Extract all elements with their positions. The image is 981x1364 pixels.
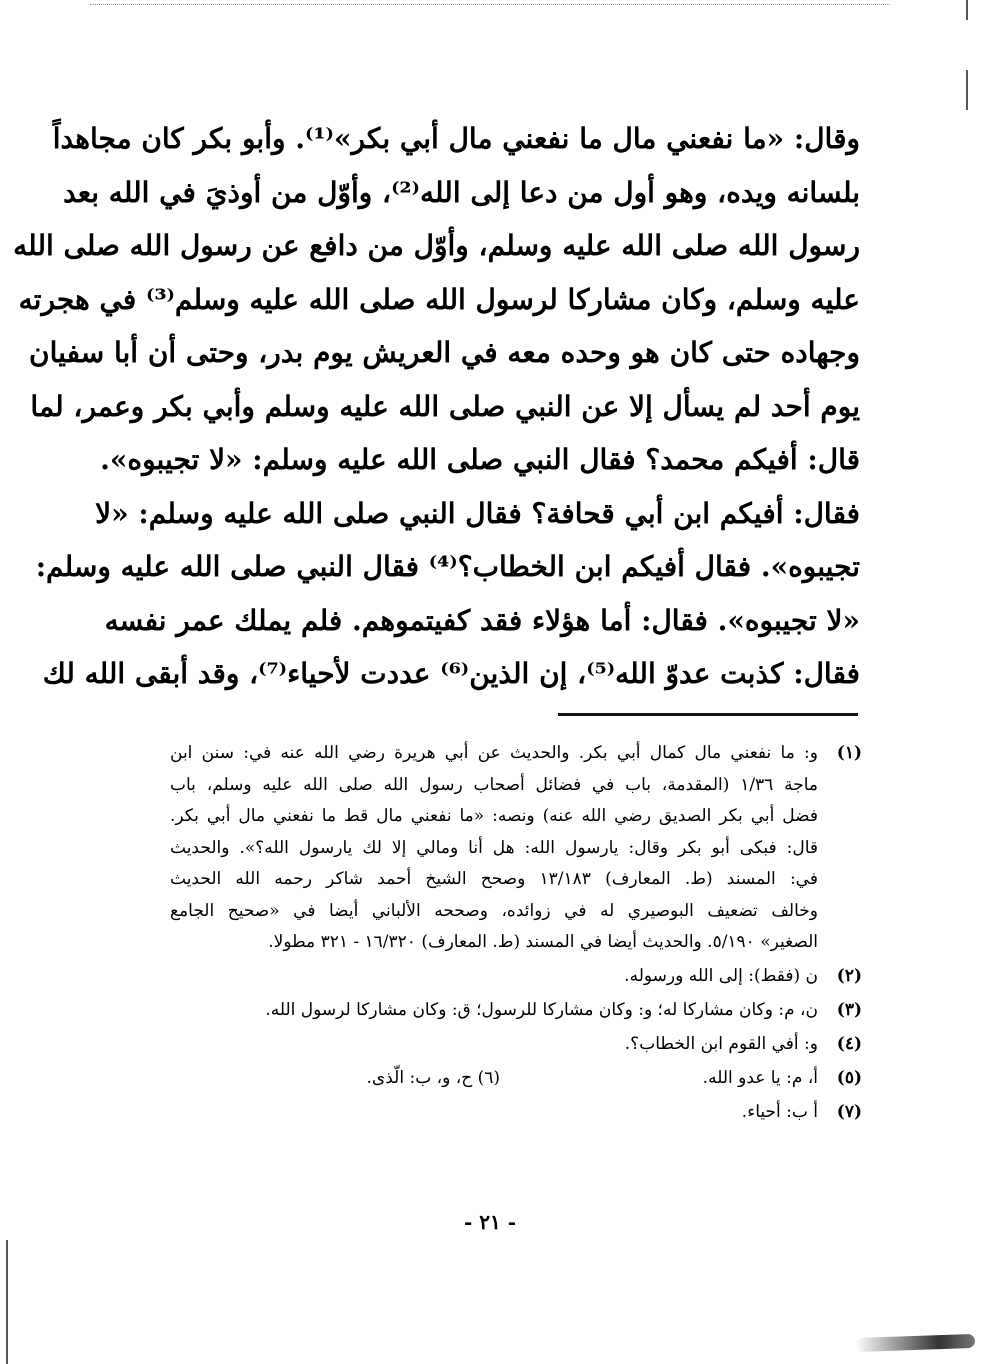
footnote-text: أ ب: أحياء. — [741, 1101, 818, 1122]
text-line: قال: أفيكم محمد؟ فقال النبي صلى الله عليه وسلم: «لا تجيبوه». — [100, 443, 860, 476]
footnote-number: (١) — [836, 743, 862, 763]
footnote-line: ماجة ١/٣٦ (المقدمة، باب في فضائل أصحاب رسول الله صلى الله عليه وسلم، باب — [170, 774, 819, 795]
footnote-text: و: أفي القوم ابن الخطاب؟. — [624, 1033, 818, 1054]
footnote-line: وخالف تضعيف البوصيري له في زوائده، وصححه الألباني أيضا في «صحيح الجامع — [170, 900, 818, 921]
footnote-separator — [558, 713, 858, 716]
text-line: تجيبوه». فقال أفيكم ابن الخطاب؟⁽⁴⁾ فقال النبي صلى الله عليه وسلم: — [35, 550, 860, 583]
footnote-2 — [170, 959, 862, 993]
footnote-line: في: المسند (ط. المعارف) ١٣/١٨٣ وصحح الشيخ أحمد شاكر رحمه الله الحديث — [170, 869, 818, 889]
footnote-number: (٢) — [836, 965, 862, 986]
scan-top-border — [90, 4, 890, 5]
text-line: «لا تجيبوه». فقال: أما هؤلاء فقد كفيتموهم. فلم يملك عمر نفسه — [104, 603, 860, 637]
text-line: فقال: أفيكم ابن أبي قحافة؟ فقال النبي صلى الله عليه وسلم: «لا — [95, 496, 860, 530]
footnote-line: و: ما نفعني مال كمال أبي بكر. والحديث عن أبي هريرة رضي الله عنه في: سنن ابن — [170, 743, 818, 763]
footnote-6 — [367, 1061, 500, 1095]
footnote-number: (٣) — [836, 999, 862, 1020]
text-line: وجهاده حتى كان هو وحده معه في العريش يوم بدر، وحتى أن أبا سفيان — [29, 336, 860, 369]
footnote-3 — [170, 993, 862, 1027]
scan-smudge — [855, 1334, 975, 1352]
footnote-4 — [170, 1027, 862, 1061]
page-number: - ٢١ - — [463, 1210, 516, 1234]
main-text-block — [13, 112, 860, 701]
footnote-number: (٦) — [477, 1067, 500, 1088]
footnote-5-6 — [170, 1061, 862, 1095]
footnote-line: الصغير» ٥/١٩٠. والحديث أيضا في المسند (ط. المعارف) ١٦/٣٢٠ - ٣٢١ مطولا. — [268, 932, 818, 952]
text-line: عليه وسلم، وكان مشاركا لرسول الله صلى الله عليه وسلم⁽³⁾ في هجرته — [18, 282, 860, 316]
footnotes — [170, 738, 862, 1129]
footnote-line: قال: فبكى أبو بكر وقال: يارسول الله: هل أنا ومالي إلا لك يارسول الله؟». والحديث — [170, 837, 818, 858]
scan-right-edge — [966, 0, 968, 1364]
text-line: يوم أحد لم يسأل إلا عن النبي صلى الله عليه وسلم وأبي بكر وعمر، لما — [30, 389, 860, 423]
footnote-number: (٥) — [836, 1067, 862, 1088]
footnote-text: ن (فقط): إلى الله ورسوله. — [624, 965, 818, 986]
footnote-7 — [170, 1095, 862, 1129]
footnote-number: (٤) — [836, 1033, 862, 1054]
scan-left-edge — [6, 1240, 8, 1364]
text-line: وقال: «ما نفعني مال ما نفعني مال أبي بكر»⁽¹⁾. وأبو بكر كان مجاهداً — [52, 122, 860, 155]
footnote-text: ن، م: وكان مشاركا له؛ و: وكان مشاركا للرسول؛ ق: وكان مشاركا لرسول الله. — [265, 999, 818, 1020]
text-line: بلسانه ويده، وهو أول من دعا إلى الله⁽²⁾، وأوّل من أوذيَ في الله بعد — [63, 175, 860, 209]
footnote-text: أ، م: يا عدو الله. — [702, 1067, 818, 1088]
footnote-number: (٧) — [836, 1101, 862, 1122]
footnote-1 — [170, 738, 862, 959]
footnote-line: فضل أبي بكر الصديق رضي الله عنه) ونصه: «ما نفعني مال قط ما نفعني مال أبي بكر. — [170, 806, 818, 826]
text-line: فقال: كذبت عدوّ الله⁽⁵⁾، إن الذين⁽⁶⁾ عددت لأحياء⁽⁷⁾، وقد أبقى الله لك — [42, 657, 860, 690]
text-line: رسول الله صلى الله عليه وسلم، وأوّل من دافع عن رسول الله صلى الله — [13, 229, 860, 262]
footnote-text: ح، و، ب: الّذى. — [366, 1067, 473, 1088]
